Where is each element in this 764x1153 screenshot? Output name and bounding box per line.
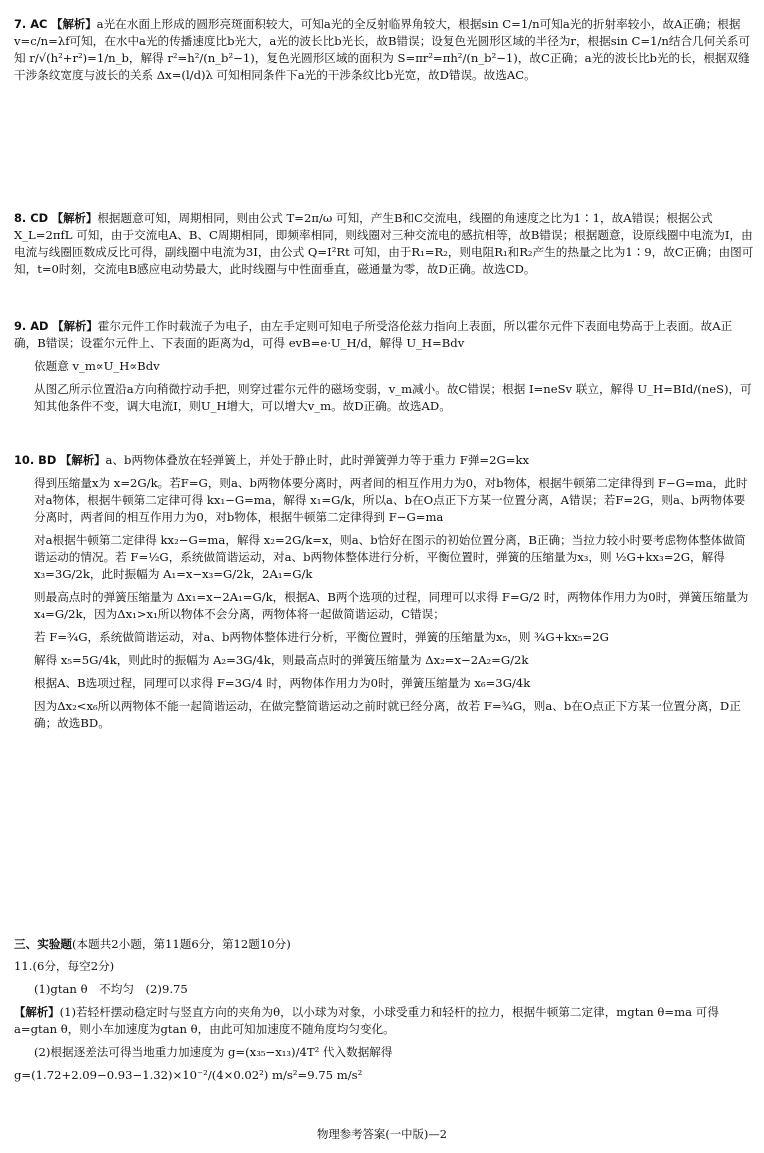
q11-t1: (1)若轻杆摆动稳定时与竖直方向的夹角为θ，以小球为对象，小球受重力和轻杆的拉力，根据牛顿第二定律，mgtan θ=ma 可得 a=gtan θ，则小车加速度为gtan θ，由此可知加速度不随角度均匀变化。 (14, 1005, 719, 1036)
q9-tag: 【解析】 (52, 319, 98, 333)
q11-t2: (2)根据逐差法可得当地重力加速度为 g=(x₃₅−x₁₃)/4T² 代入数据解得 (34, 1045, 393, 1059)
q10-t8: 因为Δx₂<x₆所以两物体不能一起简谐运动，在做完整简谐运动之前时就已经分离，故若 F=¾G，则a、b在O点正下方某一位置分离，D正确；故选BD。 (34, 699, 741, 730)
q7-paragraph (14, 16, 754, 84)
q10-t4: 则最高点时的弹簧压缩量为 Δx₁=x−2A₁=G/k，根据A、B两个选项的过程，同理可以求得 F=G/2 时，两物体作用力为0时，弹簧压缩量为 x₄=G/2k，因为Δx₁>x₁所以物体不会分离，两物体将一起做简谐运动，C错误； (34, 590, 749, 621)
q8-number: 8. CD (14, 211, 49, 225)
q10-t3: 对a根据牛顿第二定律得 kx₂−G=ma，解得 x₂=2G/k=x，则a、b恰好在图示的初始位置分离，B正确；当拉力较小时要考虑物体整体做简谐运动的情况。若 F=½G，系统做简谐运动，对a、b两物体整体进行分析，平衡位置时，弹簧的压缩量为x₃，则 ½G+kx₃=2G，解得 x₃=3G/2k，此时振幅为 A₁=x−x₃=G/2k，2A₁=G/k (34, 533, 746, 581)
q11-head: 11.(6分，每空2分) (14, 959, 115, 973)
q10-t6: 解得 x₅=5G/4k，则此时的振幅为 A₂=3G/4k，则最高点时的弹簧压缩量为 Δx₂=x−2A₂=G/2k (34, 653, 529, 667)
q7-tag: 【解析】 (51, 17, 97, 31)
q9-text2: 依题意 v_m∝U_H∝Bdv (34, 359, 160, 373)
page-footer: 物理参考答案(一中版)—2 (316, 1127, 448, 1141)
q8-text: 根据题意可知，周期相同，则由公式 T=2π/ω 可知，产生B和C交流电，线圈的角速度之比为1∶1，故A错误；根据公式 X_L=2πfL 可知，由于交流电A、B、C周期相同，即频率相同，则线圈对三种交流电的感抗相等，故B错误；根据题意，设原线圈中电流为I，由电流与线圈匝数成反比可得，副线圈中电流为3I，由公式 Q=I²Rt 可知，由于R₁=R₂，则电阻R₁和R₂产生的热量之比为1∶9，故C正确；由图可知，t=0时刻，交流电B感应电动势最大，此时线圈与中性面垂直，磁通量为零，故D正确。故选CD。 (14, 211, 754, 276)
section-3 (14, 936, 754, 959)
q9-number: 9. AD (14, 319, 49, 333)
q10-tag: 【解析】 (59, 453, 106, 467)
q10-t7: 根据A、B选项过程，同理可以求得 F=3G/4 时，两物体作用力为0时，弹簧压缩量为 x₆=3G/4k (34, 676, 531, 690)
question-11 (14, 958, 754, 1090)
q9-text: 霍尔元件工作时载流子为电子，由左手定则可知电子所受洛伦兹力指向上表面，所以霍尔元件下表面电势高于上表面。故A正确，B错误；设霍尔元件上、下表面的距离为d，可得 evB=e·U_H/d，解得 U_H=Bdv (14, 319, 733, 350)
q8-tag: 【解析】 (51, 211, 98, 225)
section3-note: (本题共2小题，第11题6分，第12题10分) (71, 937, 291, 951)
q8-paragraph (14, 210, 754, 278)
q9-text3: 从图乙所示位置沿a方向稍微拧动手把，则穿过霍尔元件的磁场变弱，v_m减小。故C错误；根据 I=neSv 联立，解得 U_H=BId/(neS)，可知其他条件不变，调大电流I，则U_H增大，可以增大v_m。故D正确。故选AD。 (34, 382, 752, 413)
q10-paragraph (14, 452, 754, 469)
q10-number: 10. BD (14, 453, 57, 467)
question-7 (14, 16, 754, 90)
q11-tag: 【解析】 (14, 1005, 60, 1019)
q9-paragraph (14, 318, 754, 352)
section3-title: 三、实验题 (14, 937, 72, 951)
q10-t1: a、b两物体叠放在轻弹簧上，并处于静止时，此时弹簧弹力等于重力 F弹=2G=kx (105, 453, 530, 467)
section3-heading (14, 936, 754, 953)
q11-t3: g=(1.72+2.09−0.93−1.32)×10⁻²/(4×0.02²) m/s²=9.75 m/s² (14, 1068, 363, 1082)
question-8 (14, 210, 754, 284)
question-9 (14, 318, 754, 421)
q11-answers: (1)gtan θ 不均匀 (2)9.75 (34, 982, 188, 996)
q7-text: a光在水面上形成的圆形亮斑面积较大，可知a光的全反射临界角较大，根据sin C=1/n可知a光的折射率较小，故A正确；根据v=c/n=λf可知，在水中a光的传播速度比b光大，a光的波长比b光长，故B错误；设复色光圆形区域的半径为r，根据sin C=1/n结合几何关系可知 r/√(h²+r²)=1/n_b，解得 r²=h²/(n_b²−1)，复色光圆形区域的面积为 S=πr²=πh²/(n_b²−1)，故C正确；a光的波长比b光的长，根据双缝干涉条纹宽度与波长的关系 Δx=(l/d)λ 可知相同条件下a光的干涉条纹比b光宽，故D错误。故选AC。 (14, 17, 751, 82)
q7-number: 7. AC (14, 17, 48, 31)
question-10 (14, 452, 754, 738)
q10-t5: 若 F=¾G，系统做简谐运动，对a、b两物体整体进行分析，平衡位置时，弹簧的压缩量为x₅，则 ¾G+kx₅=2G (34, 630, 609, 644)
q11-paragraph (14, 1004, 754, 1038)
q10-t2: 得到压缩量x为 x=2G/k。若F=G，则a、b两物体要分离时，两者间的相互作用力为0，对b物体，根据牛顿第二定律得到 F−G=ma，此时对a物体，根据牛顿第二定律可得 kx₁−G=ma，解得 x₁=G/k，所以a、b在O点正下方某一位置分离，A错误；若F=2G，则a、b两物体要分离时，两者间的相互作用力为0，对b物体，根据牛顿第二定律得到 F−G=ma (34, 476, 748, 524)
